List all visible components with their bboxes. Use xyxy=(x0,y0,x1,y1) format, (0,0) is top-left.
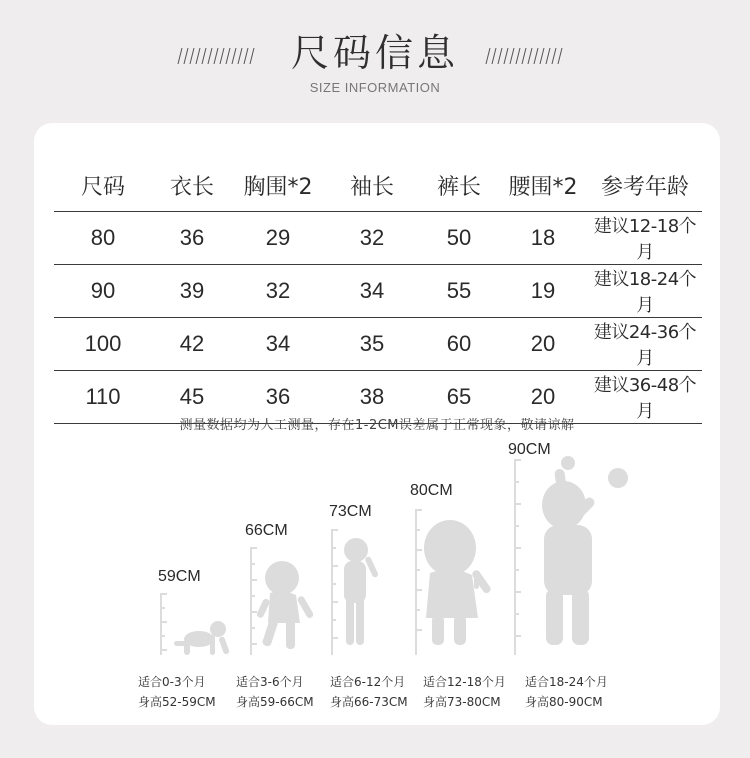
height-ruler-icon xyxy=(514,459,521,655)
height-ruler-icon xyxy=(250,547,257,655)
toddler-walking-icon xyxy=(256,561,315,649)
height-range-text: 身高80-90CM xyxy=(525,695,603,709)
height-ruler-icon xyxy=(331,529,338,655)
column-header: 参考年龄 xyxy=(588,159,702,212)
figure-caption xyxy=(525,672,608,712)
table-cell: 32 xyxy=(324,212,420,265)
standing-child-icon xyxy=(344,538,379,645)
age-range-text: 适合0-3个月 xyxy=(138,675,206,689)
table-cell: 建议12-18个月 xyxy=(588,212,702,265)
table-cell: 80 xyxy=(54,212,152,265)
child-reaching-icon xyxy=(542,456,628,645)
table-cell: 36 xyxy=(152,212,232,265)
table-cell: 45 xyxy=(152,371,232,424)
height-rulers-and-silhouettes xyxy=(34,123,720,725)
header xyxy=(0,30,750,100)
height-ruler-icon xyxy=(415,509,422,655)
table-cell: 29 xyxy=(232,212,324,265)
figure-caption xyxy=(330,672,408,712)
table-cell: 35 xyxy=(324,318,420,371)
height-ruler-icon xyxy=(160,593,167,655)
height-range-text: 身高52-59CM xyxy=(138,695,216,709)
crawling-baby-icon xyxy=(174,621,230,655)
growth-chart xyxy=(34,123,720,725)
table-cell: 65 xyxy=(420,371,498,424)
column-header: 腰围*2 xyxy=(498,159,588,212)
table-cell: 20 xyxy=(498,371,588,424)
table-cell: 34 xyxy=(324,265,420,318)
table-cell: 90 xyxy=(54,265,152,318)
table-cell: 110 xyxy=(54,371,152,424)
child-pointing-icon xyxy=(424,520,492,645)
page-subtitle: SIZE INFORMATION xyxy=(309,80,441,95)
column-header: 尺码 xyxy=(54,159,152,212)
page-title: 尺码信息 xyxy=(290,31,459,75)
height-label: 80CM xyxy=(410,482,453,499)
hatch-decoration-right xyxy=(484,48,566,64)
column-header: 裤长 xyxy=(420,159,498,212)
figure-caption xyxy=(423,672,506,712)
table-cell: 42 xyxy=(152,318,232,371)
table-cell: 60 xyxy=(420,318,498,371)
age-range-text: 适合12-18个月 xyxy=(423,675,506,689)
table-cell: 19 xyxy=(498,265,588,318)
table-cell: 50 xyxy=(420,212,498,265)
figure-caption xyxy=(236,672,314,712)
table-cell: 建议24-36个月 xyxy=(588,318,702,371)
height-range-text: 身高59-66CM xyxy=(236,695,314,709)
column-header: 袖长 xyxy=(324,159,420,212)
table-cell: 39 xyxy=(152,265,232,318)
height-range-text: 身高66-73CM xyxy=(330,695,408,709)
height-label: 73CM xyxy=(329,503,372,520)
height-label: 90CM xyxy=(508,441,551,458)
age-range-text: 适合6-12个月 xyxy=(330,675,406,689)
column-header: 衣长 xyxy=(152,159,232,212)
column-header: 胸围*2 xyxy=(232,159,324,212)
table-cell: 34 xyxy=(232,318,324,371)
height-range-text: 身高73-80CM xyxy=(423,695,501,709)
measurement-note: 测量数据均为人工测量，存在1-2CM误差属于正常现象，敬请谅解 xyxy=(179,418,575,433)
table-cell: 20 xyxy=(498,318,588,371)
table-cell: 36 xyxy=(232,371,324,424)
age-range-text: 适合3-6个月 xyxy=(236,675,304,689)
figure-caption xyxy=(138,672,216,712)
table-cell: 32 xyxy=(232,265,324,318)
age-range-text: 适合18-24个月 xyxy=(525,675,608,689)
height-label: 59CM xyxy=(158,568,201,585)
height-label: 66CM xyxy=(245,522,288,539)
table-cell: 18 xyxy=(498,212,588,265)
table-cell: 38 xyxy=(324,371,420,424)
table-cell: 55 xyxy=(420,265,498,318)
table-cell: 100 xyxy=(54,318,152,371)
table-cell: 建议18-24个月 xyxy=(588,265,702,318)
size-card xyxy=(34,123,720,725)
table-cell: 建议36-48个月 xyxy=(588,371,702,424)
